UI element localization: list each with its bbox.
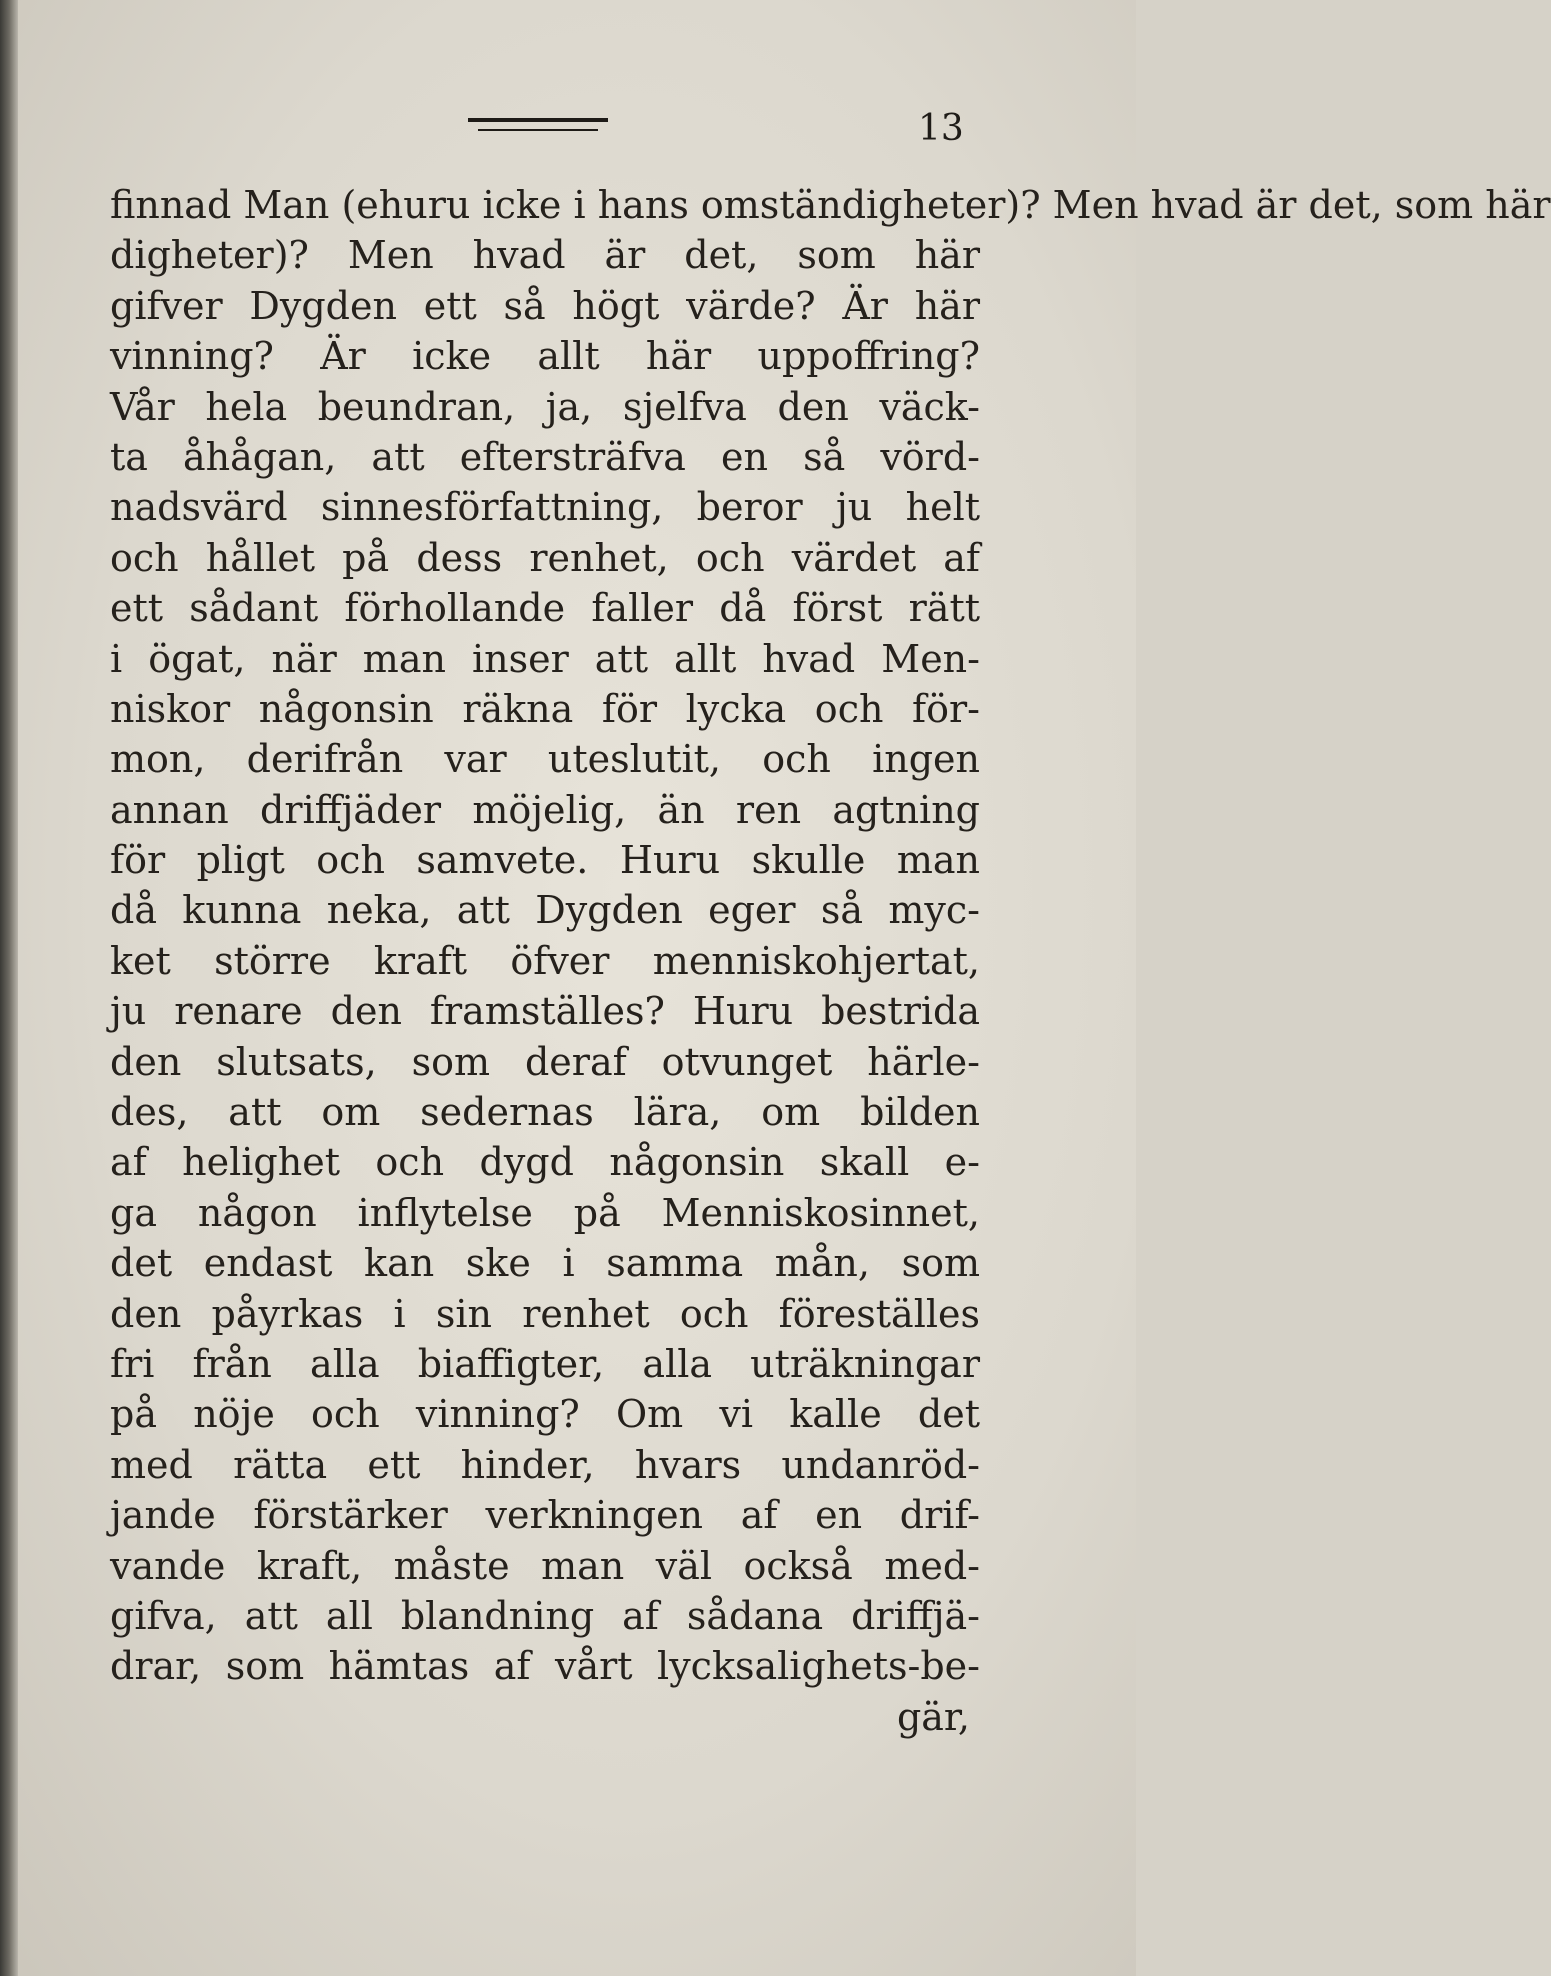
text-line: för pligt och samvete. Huru skulle man <box>110 838 980 883</box>
text-line: den påyrkas i sin renhet och föreställes <box>110 1291 980 1336</box>
body-text <box>110 180 1551 1742</box>
text-line: ett sådant förhollande faller då först rätt <box>110 586 980 631</box>
text-line: nadsvärd sinnesförfattning, beror ju helt <box>110 485 980 530</box>
text-line: digheter)? Men hvad är det, som här <box>110 233 980 278</box>
text-line: och hållet på dess renhet, och värdet af <box>110 535 980 580</box>
text-line: af helighet och dygd någonsin skall e- <box>110 1140 980 1185</box>
text-line: på nöje och vinning? Om vi kalle det <box>110 1392 980 1437</box>
text-line: vande kraft, måste man väl också med- <box>110 1543 980 1588</box>
text-line: ket större kraft öfver menniskohjertat, <box>110 938 980 983</box>
text-line: vinning? Är icke allt här uppoffring? <box>110 334 980 379</box>
text-line: det endast kan ske i samma mån, som <box>110 1241 980 1286</box>
text-line: fri från alla biaffigter, alla uträkningar <box>110 1341 980 1386</box>
binding-gutter <box>0 0 18 1976</box>
header-rule <box>468 118 608 131</box>
text-line: gifver Dygden ett så högt värde? Är här <box>110 283 980 328</box>
text-line: ju renare den framställes? Huru bestrida <box>110 989 980 1034</box>
text-line: Vår hela beundran, ja, sjelfva den väck- <box>110 384 980 429</box>
text-line: niskor någonsin räkna för lycka och för- <box>110 686 980 731</box>
text-line: gär, <box>896 1694 970 1739</box>
text-line: finnad Man (ehuru icke i hans omständigheter)? Men hvad är det, som här <box>110 183 1551 227</box>
text-line: drar, som hämtas af vårt lycksalighets-be- <box>110 1644 980 1689</box>
header-rule-thin <box>478 129 598 131</box>
text-line: ga någon inflytelse på Menniskosinnet, <box>110 1190 980 1235</box>
text-line: des, att om sedernas lära, om bilden <box>110 1090 980 1135</box>
text-line: med rätta ett hinder, hvars undanröd- <box>110 1442 980 1487</box>
page-number: 13 <box>918 108 964 149</box>
text-line: annan driffjäder möjelig, än ren agtning <box>110 787 980 832</box>
text-line: mon, derifrån var uteslutit, och ingen <box>110 737 980 782</box>
text-line: den slutsats, som deraf otvunget härle- <box>110 1039 980 1084</box>
text-line: gifva, att all blandning af sådana driffjä- <box>110 1593 980 1638</box>
header-rule-thick <box>468 118 608 122</box>
text-line: i ögat, när man inser att allt hvad Men- <box>110 636 980 681</box>
text-line: ta åhågan, att eftersträfva en så vörd- <box>110 434 980 479</box>
text-line: jande förstärker verkningen af en drif- <box>110 1493 980 1538</box>
text-line: då kunna neka, att Dygden eger så myc- <box>110 888 980 933</box>
